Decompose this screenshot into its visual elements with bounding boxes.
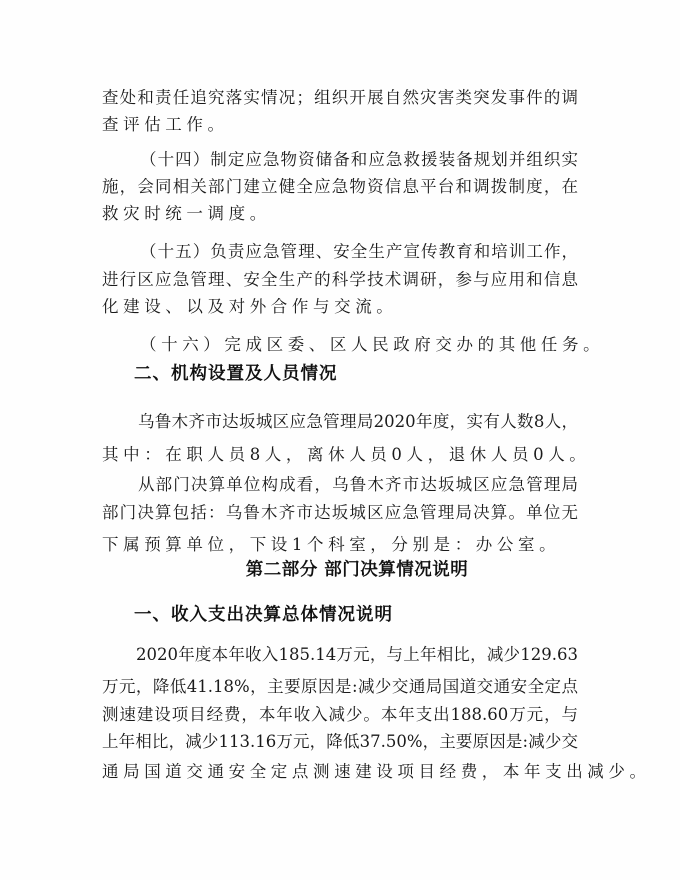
body-line: 部门决算包括：乌鲁木齐市达坂城区应急管理局决算。单位无: [102, 503, 578, 522]
body-line: 测速建设项目经费，本年收入减少。本年支出188.60万元，与: [102, 705, 578, 724]
part-title: 第二部分 部门决算情况说明: [245, 560, 469, 580]
body-line: 救灾时统一调度。: [102, 204, 271, 223]
body-line: 其中：在职人员8人，离休人员0人，退休人员0人。: [102, 445, 591, 464]
section-heading: 一、收入支出决算总体情况说明: [134, 605, 393, 625]
body-line: 下属预算单位，下设1个科室，分别是：办公室。: [102, 535, 561, 554]
body-line: 查处和责任追究落实情况；组织开展自然灾害类突发事件的调: [102, 88, 578, 107]
body-line: 上年相比，减少113.16万元，降低37.50%，主要原因是:减少交: [102, 732, 578, 751]
body-line: 进行区应急管理、安全生产的科学技术调研，参与应用和信息: [102, 270, 578, 289]
body-line: 乌鲁木齐市达坂城区应急管理局2020年度，实有人数8人，: [138, 412, 578, 431]
body-line: （十六）完成区委、区人民政府交办的其他任务。: [140, 335, 605, 354]
body-line: 查评估工作。: [102, 115, 229, 134]
section-heading: 二、机构设置及人员情况: [134, 364, 338, 384]
body-line: （十五）负责应急管理、安全生产宣传教育和培训工作，: [140, 242, 578, 261]
body-line: 2020年度本年收入185.14万元，与上年相比，减少129.63: [136, 645, 578, 664]
body-line: 化建设、以及对外合作与交流。: [102, 297, 398, 316]
body-line: 从部门决算单位构成看，乌鲁木齐市达坂城区应急管理局: [138, 475, 578, 494]
body-line: （十四）制定应急物资储备和应急救援装备规划并组织实: [140, 150, 578, 169]
body-line: 通局国道交通安全定点测速建设项目经费，本年支出减少。: [102, 762, 651, 781]
body-line: 施，会同相关部门建立健全应急物资信息平台和调拨制度，在: [102, 177, 578, 196]
body-line: 万元，降低41.18%，主要原因是:减少交通局国道交通安全定点: [102, 677, 578, 696]
